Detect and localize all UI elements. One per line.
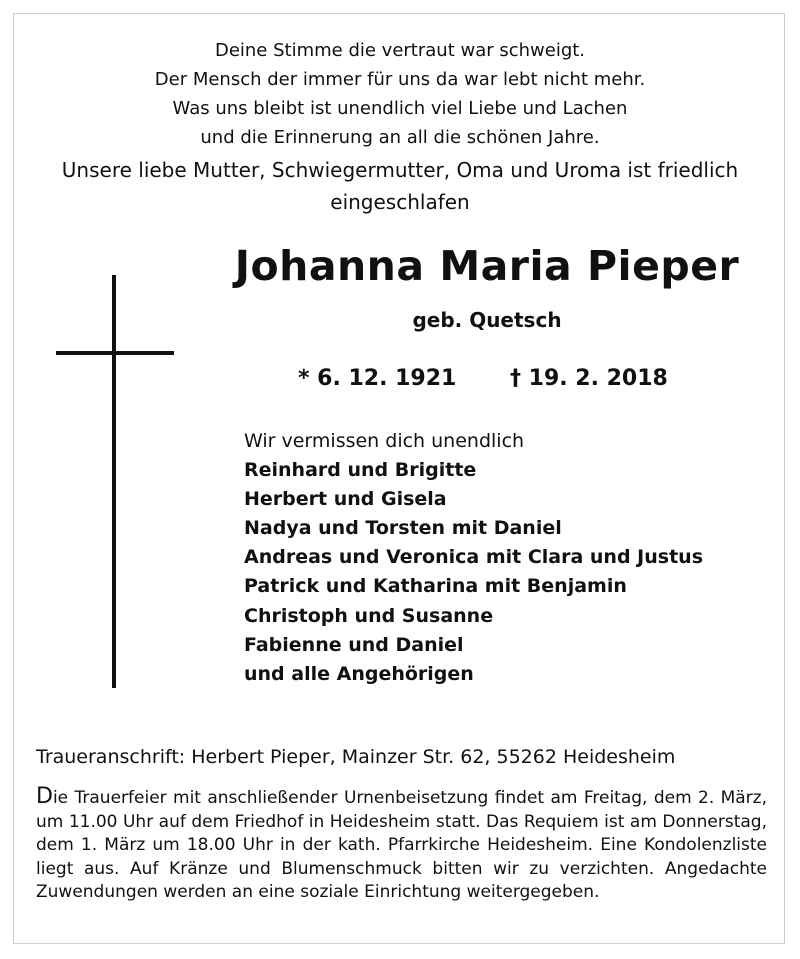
funeral-dropcap: D: [36, 784, 53, 809]
maiden-name: geb. Quetsch: [412, 308, 562, 332]
intro-text: [0, 154, 800, 218]
poem-line: Deine Stimme die vertraut war schweigt.: [214, 40, 586, 61]
intro-line: Unsere liebe Mutter, Schwiegermutter, Oma und Uroma ist friedlich: [61, 158, 739, 182]
mourner-entry: Christoph und Susanne: [244, 604, 494, 627]
funeral-details: [36, 785, 767, 905]
mourner-entry: Reinhard und Brigitte: [244, 459, 477, 482]
cross-icon-horizontal: [56, 351, 174, 355]
mourner-entry: Patrick und Katharina mit Benjamin: [244, 575, 627, 598]
mourners-intro: Wir vermissen dich unendlich: [244, 430, 525, 452]
mourners-list: [244, 427, 703, 689]
cross-icon-vertical: [112, 275, 116, 688]
mourner-entry: Fabienne und Daniel: [244, 633, 464, 656]
mourner-entry: Herbert und Gisela: [244, 488, 447, 511]
poem-line: und die Erinnerung an all die schönen Jahre.: [200, 127, 600, 148]
poem: [0, 36, 800, 152]
mourner-entry: Nadya und Torsten mit Daniel: [244, 517, 562, 540]
death-date: † 19. 2. 2018: [510, 366, 668, 391]
birth-date: * 6. 12. 1921: [298, 366, 457, 391]
intro-line: eingeschlafen: [330, 190, 470, 214]
poem-line: Was uns bleibt ist unendlich viel Liebe und Lachen: [172, 98, 628, 119]
funeral-text: ie Trauerfeier mit anschließender Urnenbeisetzung findet am Freitag, dem 2. März, um 11.00 Uhr auf dem Friedhof in Heidesheim statt. Das Requiem ist am Donnerstag, dem 1. März um 18.00 Uhr in der kath. Pfarrkirche Heidesheim. Eine Kondolenzliste liegt aus. Auf Kränze und Blumenschmuck bitten wir zu verzichten. Angedachte Zuwendungen werden an eine soziale Einrichtung weitergegeben.: [36, 788, 767, 903]
mourning-address: Traueranschrift: Herbert Pieper, Mainzer Str. 62, 55262 Heidesheim: [36, 746, 676, 768]
poem-line: Der Mensch der immer für uns da war lebt nicht mehr.: [154, 69, 646, 90]
mourner-entry: Andreas und Veronica mit Clara und Justus: [244, 546, 703, 569]
deceased-name: Johanna Maria Pieper: [234, 242, 740, 290]
mourner-entry: und alle Angehörigen: [244, 662, 474, 685]
